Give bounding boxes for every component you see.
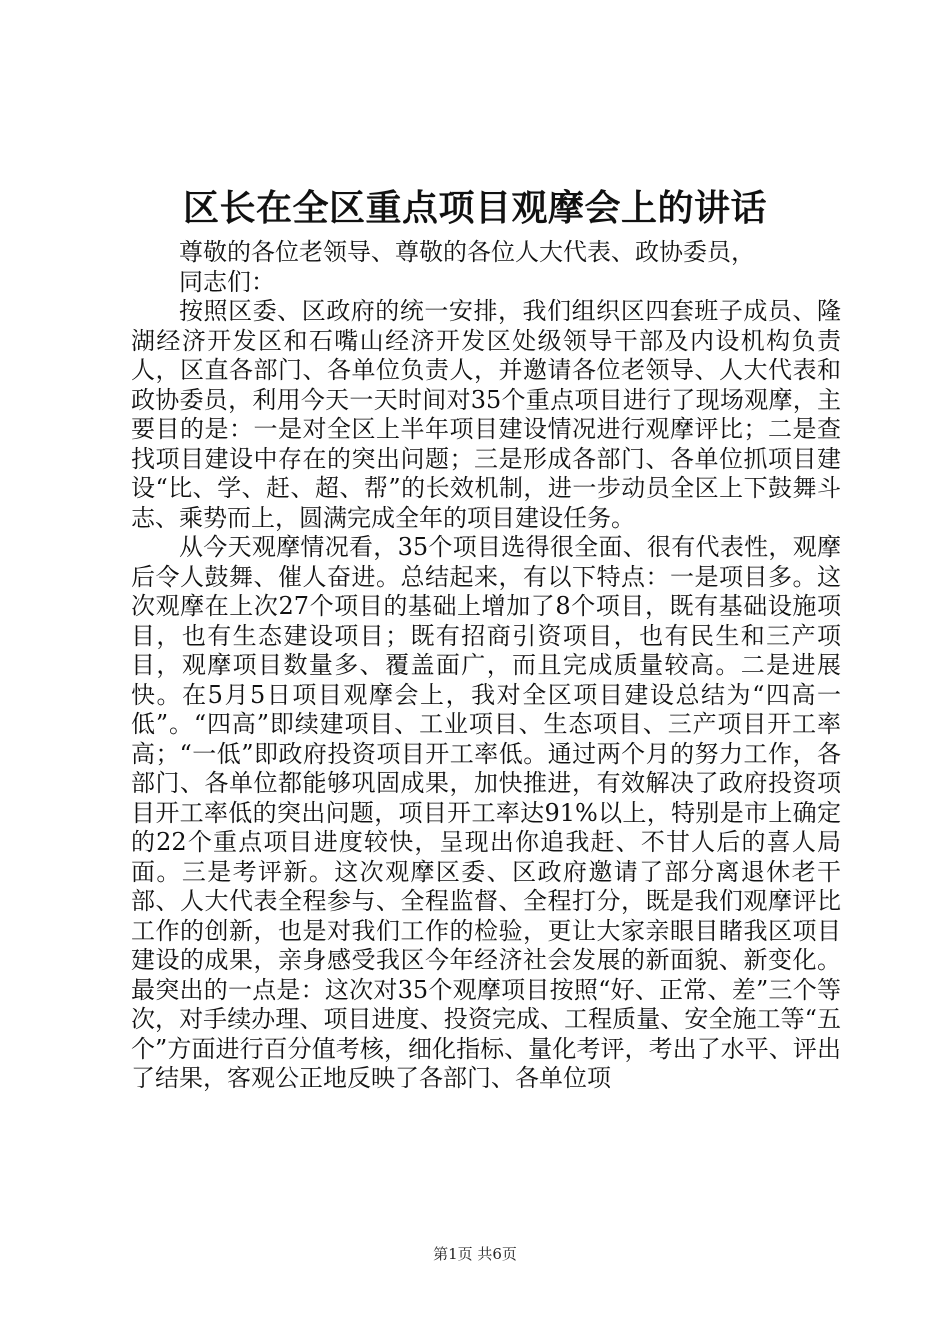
body-paragraph-1: 按照区委、区政府的统一安排，我们组织区四套班子成员、隆湖经济开发区和石嘴山经济开发区处级领导干部及内设机构负责人，区直各部门、各单位负责人，并邀请各位老领导、人大代表和政协委员，利用今天一天时间对35个重点项目进行了现场观摩，主要目的是：一是对全区上半年项目建设情况进行观摩评比；二是查找项目建设中存在的突出问题；三是形成各部门、各单位抓项目建设“比、学、赶、超、帮”的长效机制，进一步动员全区上下鼓舞斗志、乘势而上，圆满完成全年的项目建设任务。 — [131, 297, 841, 532]
page-number-footer: 第1页 共6页 — [433, 1245, 517, 1263]
salutation-line-1: 尊敬的各位老领导、尊敬的各位人大代表、政协委员， — [179, 238, 755, 266]
document-body — [131, 238, 841, 1094]
document-title: 区长在全区重点项目观摩会上的讲话 — [182, 187, 767, 229]
body-paragraph-2: 从今天观摩情况看，35个项目选得很全面、很有代表性，观摩后令人鼓舞、催人奋进。总结起来，有以下特点：一是项目多。这次观摩在上次27个项目的基础上增加了8个项目，既有基础设施项目，也有生态建设项目；既有招商引资项目，也有民生和三产项目，观摩项目数量多、覆盖面广，而且完成质量较高。二是进展快。在5月5日项目观摩会上，我对全区项目建设总结为“四高一低”。“四高”即续建项目、工业项目、生态项目、三产项目开工率高；“一低”即政府投资项目开工率低。通过两个月的努力工作，各部门、各单位都能够巩固成果，加快推进，有效解决了政府投资项目开工率低的突出问题，项目开工率达91%以上，特别是市上确定的22个重点项目进度较快，呈现出你追我赶、不甘人后的喜人局面。三是考评新。这次观摩区委、区政府邀请了部分离退休老干部、人大代表全程参与、全程监督、全程打分，既是我们观摩评比工作的创新，也是对我们工作的检验，更让大家亲眼目睹我区项目建设的成果，亲身感受我区今年经济社会发展的新面貌、新变化。最突出的一点是：这次对35个观摩项目按照“好、正常、差”三个等次，对手续办理、项目进度、投资完成、工程质量、安全施工等“五个”方面进行百分值考核，细化指标、量化考评，考出了水平、评出了结果，客观公正地反映了各部门、各单位项 — [131, 533, 841, 1092]
salutation-line-2: 同志们： — [179, 267, 275, 296]
